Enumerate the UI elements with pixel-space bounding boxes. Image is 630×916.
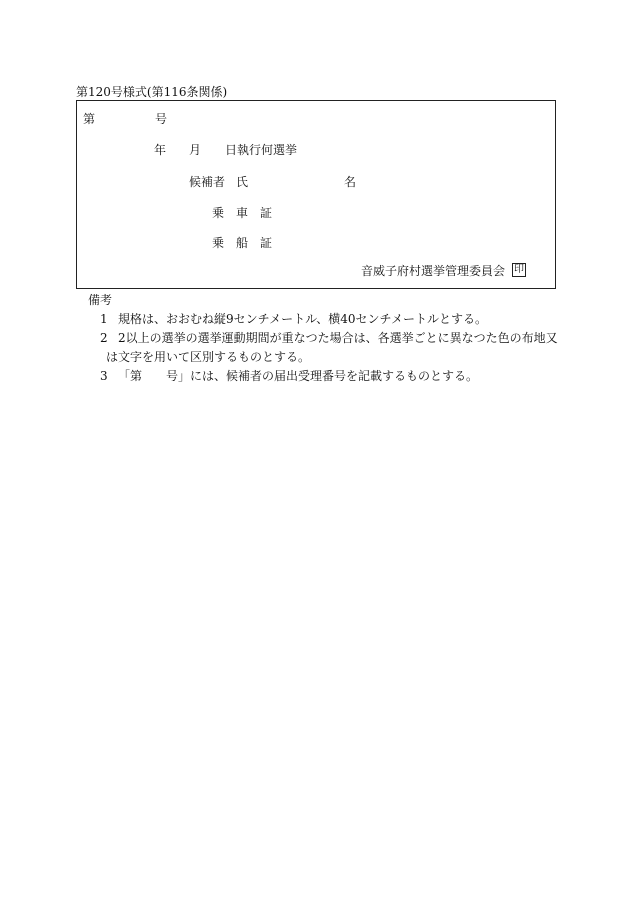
car-pass-char-1: 乗	[212, 206, 225, 220]
ship-pass-char-3: 証	[260, 236, 273, 250]
ship-pass-char-1: 乗	[212, 236, 225, 250]
note-1-number: 1	[100, 312, 108, 326]
car-pass-char-3: 証	[260, 206, 273, 220]
number-suffix: 号	[155, 112, 168, 126]
note-2-text: 2以上の選挙の選挙運動期間が重なつた場合は、各選挙ごとに異なつた色の布地又	[118, 331, 558, 345]
surname-label: 氏	[236, 175, 249, 189]
notes-heading: 備考	[88, 293, 113, 307]
number-prefix: 第	[83, 112, 96, 126]
candidate-label: 候補者	[189, 175, 226, 189]
election-date-label: 日執行何選挙	[225, 143, 298, 157]
given-name-label: 名	[344, 175, 357, 189]
issuer-name: 音威子府村選挙管理委員会	[361, 264, 506, 278]
pass-form-box	[76, 100, 556, 289]
year-label: 年	[154, 143, 167, 157]
seal-mark: 印	[514, 264, 524, 275]
note-3-number: 3	[100, 369, 108, 383]
note-2-number: 2	[100, 331, 108, 345]
note-3-text: 「第 号」には、候補者の届出受理番号を記載するものとする。	[118, 369, 479, 383]
car-pass-char-2: 車	[236, 206, 249, 220]
note-1-text: 規格は、おおむね縦9センチメートル、横40センチメートルとする。	[118, 312, 487, 326]
form-number: 第120号様式(第116条関係)	[76, 85, 228, 99]
note-2-continuation: は文字を用いて区別するものとする。	[106, 350, 311, 364]
month-label: 月	[189, 143, 202, 157]
ship-pass-char-2: 船	[236, 236, 249, 250]
